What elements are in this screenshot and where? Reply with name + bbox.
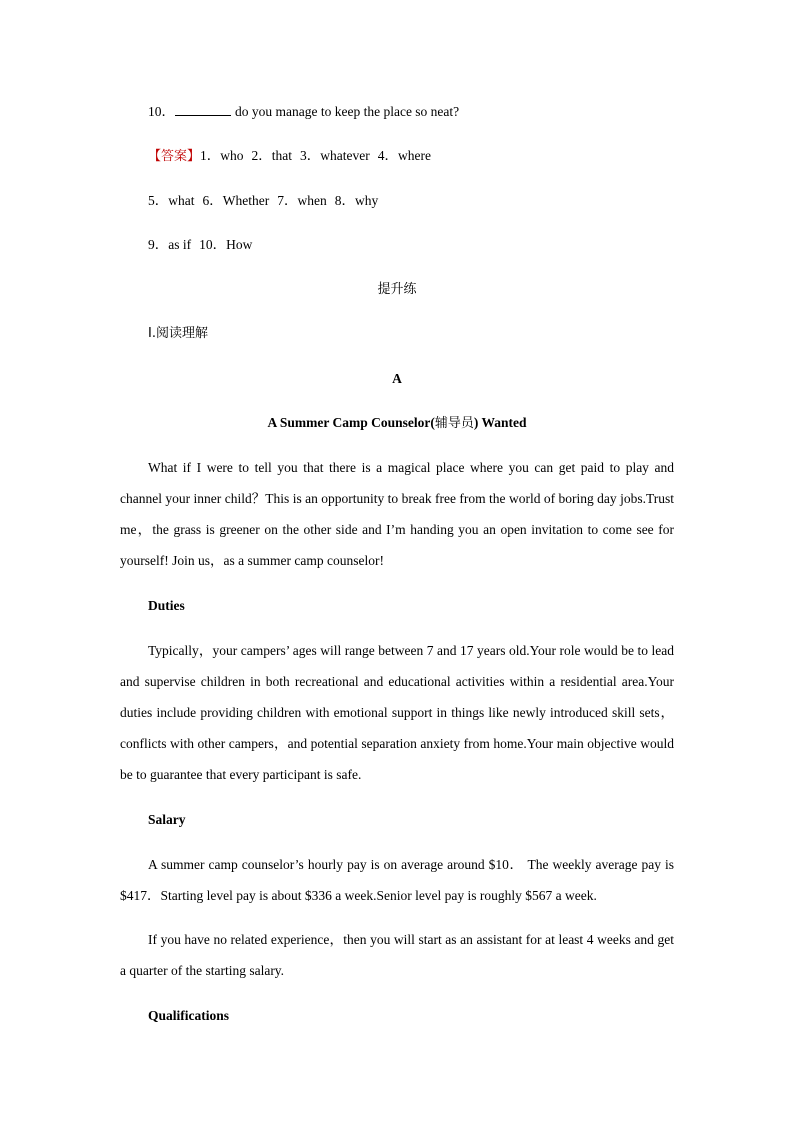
salary-heading: Salary <box>148 812 186 827</box>
answer-item: 1．who <box>200 148 244 163</box>
answer-item: 8．why <box>334 193 379 208</box>
answer-item: 6．Whether <box>202 193 270 208</box>
passage-title-cjk: 辅导员 <box>434 416 474 431</box>
duties-paragraph: Typically，your campers’ ages will range between 7 and 17 years old.Your role would be to lead and supervise children in both recreational and educational activities within a residential area.Your duties include providing children with emotional support in things like newly introduced skill sets，conflicts with other campers，and potential separation anxiety from home.Your main objective would be to guarantee that every participant is safe. <box>120 643 674 782</box>
qualifications-heading: Qualifications <box>148 1008 230 1023</box>
answer-item: 2．that <box>251 148 293 163</box>
question-text: do you manage to keep the place so neat? <box>235 104 460 119</box>
passage-title-pre: A Summer Camp Counselor( <box>267 415 435 430</box>
answer-line-2 <box>148 192 386 210</box>
answer-item: 3．whatever <box>300 148 370 163</box>
passage-title-post: ) Wanted <box>473 415 527 430</box>
answer-blank <box>175 103 231 116</box>
salary-paragraph-1: A summer camp counselor’s hourly pay is on average around $10． The weekly average pay is $417．Starting level pay is about $336 a week.Senior level pay is roughly $567 a week. <box>120 857 674 903</box>
answer-item: 9．as if <box>148 237 192 252</box>
part-title: Ⅰ.阅读理解 <box>148 326 208 341</box>
passage-letter: A <box>392 371 402 386</box>
answer-line-3 <box>148 236 260 254</box>
answer-line-1 <box>148 147 439 166</box>
answer-item: 5．what <box>148 193 195 208</box>
answer-item: 10．How <box>199 237 253 252</box>
section-title: 提升练 <box>377 282 417 297</box>
intro-paragraph: What if I were to tell you that there is a magical place where you can get paid to play and channel your inner child？This is an opportunity to break free from the world of boring day jobs.Trust me，the grass is greener on the other side and I’m handing you an open invitation to come see for yourself! Join us，as a summer camp counselor! <box>120 460 674 568</box>
question-number: 10． <box>148 104 175 119</box>
answer-item: 7．when <box>277 193 327 208</box>
duties-heading: Duties <box>148 598 185 613</box>
passage-title <box>0 414 794 433</box>
answer-tag: 【答案】 <box>148 149 201 164</box>
question-10 <box>148 103 459 121</box>
answer-item: 4．where <box>377 148 431 163</box>
salary-paragraph-2: If you have no related experience，then you will start as an assistant for at least 4 weeks and get a quarter of the starting salary. <box>120 932 674 978</box>
